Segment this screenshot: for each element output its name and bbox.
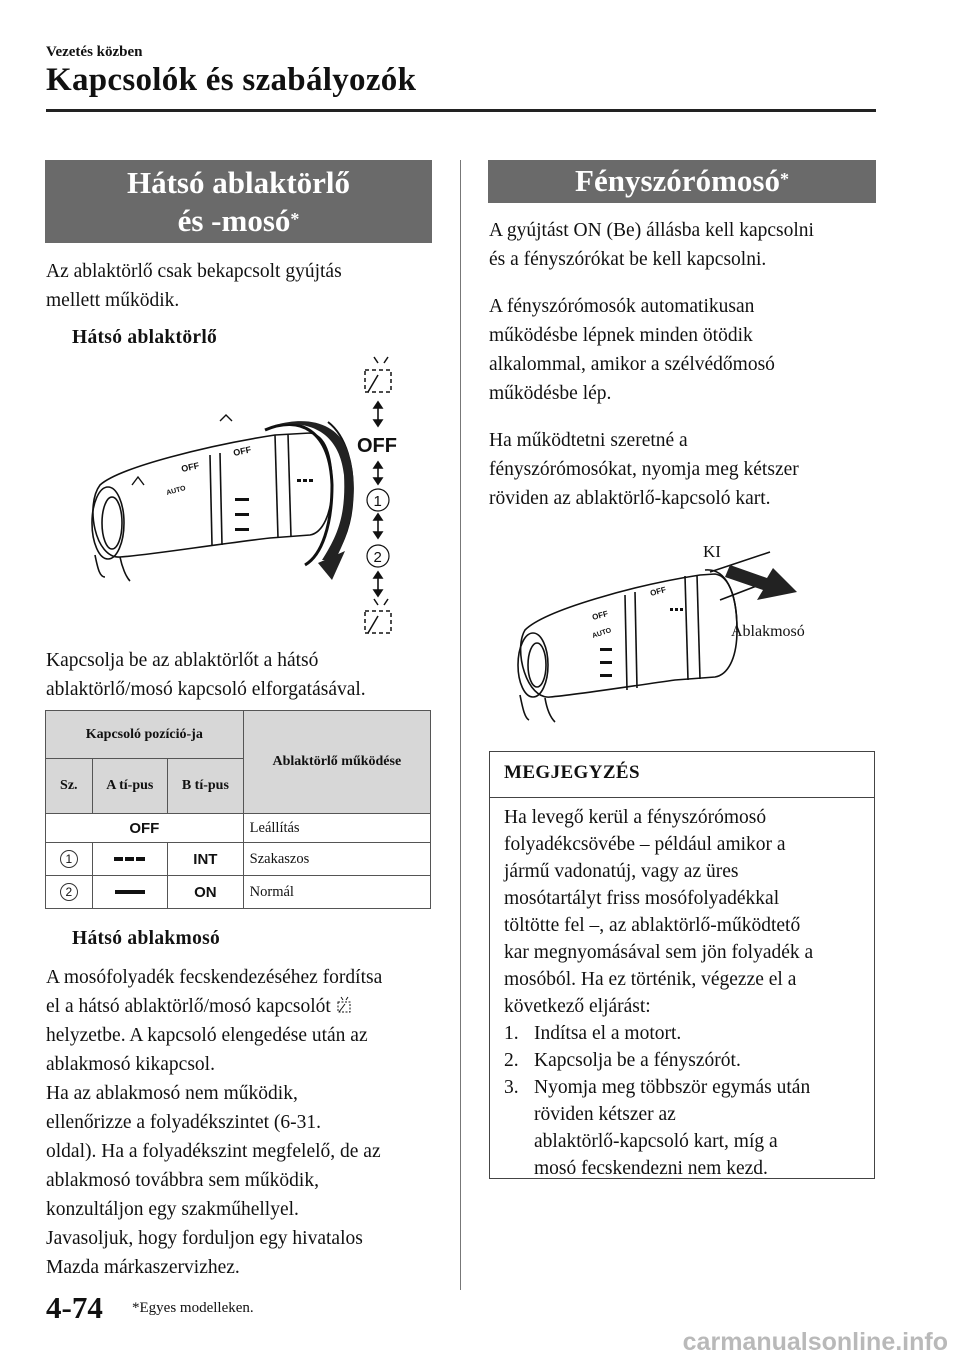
table-header-sz: Sz. <box>46 759 93 814</box>
table-cell-operation: Szakaszos <box>243 843 430 876</box>
left-section-banner <box>45 160 432 243</box>
stalk-off-label-fig2: OFF <box>591 609 609 622</box>
note-body: Ha levegő kerül a fényszórómosó folyadékcsövébe – például amikor a jármű vadonatúj, vagy az üres mosótartályt friss mosófolyadékkal töltötte fel –, az ablaktörlő-működtető kar megnyomásával sem jön folyadék a mosóból. Ha ez történik, végezze el a következő eljárást: 1. Indítsa el a motort. 2. Kapcsolja be a fényszórót. 3. Nyomja meg többször egymás után röviden kétszer az ablaktörlő-kapcsoló kart, míg a mosó fecskendezni nem kezd. <box>490 798 874 1182</box>
legend-position-2: 2 <box>373 549 382 566</box>
rear-washer-icon <box>365 357 391 392</box>
banner-line-1: Hátsó ablaktörlő <box>126 165 351 200</box>
table-cell-operation: Leállítás <box>243 814 430 843</box>
washer-label: Ablakmosó <box>731 623 805 640</box>
position-legend <box>357 357 397 633</box>
right-paragraph-3: Ha működtetni szeretné a fényszórómosókat, nyomja meg kétszer röviden az ablaktörlő-kapcsoló kart. <box>489 430 799 509</box>
stalk-auto-label-fig2: AUTO <box>591 627 613 640</box>
stalk-off-label-fig2-2: OFF <box>649 585 667 598</box>
right-paragraph-2: A fényszórómosók automatikusan működésbe lépnek minden ötödik alkalommal, amikor a szélvédőmosó működésbe lép. <box>489 296 775 404</box>
section-kicker: Vezetés közben <box>46 44 143 60</box>
subheading-rear-wiper: Hátsó ablaktörlő <box>72 327 218 348</box>
banner-line-2: és -mosó* <box>177 203 300 238</box>
subheading-rear-washer: Hátsó ablakmosó <box>72 928 221 949</box>
table-header-operation: Ablaktörlő működése <box>243 711 430 814</box>
front-wiper-icon <box>132 477 144 485</box>
legend-position-1: 1 <box>373 493 382 510</box>
table-cell-operation: Normál <box>243 876 430 909</box>
stalk-auto-label: AUTO <box>165 485 187 497</box>
left-body: A mosófolyadék fecskendezéséhez fordítsa el a hátsó ablaktörlő/mosó kapcsolót helyzetbe. A kapcsoló elengedése után az ablakmosó kikapcsol. Ha az ablakmosó nem működik, ellenőrizze a folyadékszintet (6-31. oldal). Ha a folyadékszint megfelelő, de az ablakmosó továbbra sem működik, konzultáljon egy szakműhellyel. Javasoljuk, hogy forduljon egy hivatalos Mazda márkaszervizhez. <box>46 967 383 1278</box>
table-row <box>46 814 431 843</box>
intermittent-icon <box>92 843 168 876</box>
table-cell-sz: 1 <box>46 843 93 876</box>
table-cell-b-type: INT <box>168 843 244 876</box>
header-rule <box>46 109 876 112</box>
left-intro: Az ablaktörlő csak bekapcsolt gyújtás mellett működik. <box>46 261 342 311</box>
rear-washer-inline-icon <box>336 996 352 1014</box>
continuous-icon <box>92 876 168 909</box>
rear-washer-icon-bottom <box>365 599 391 633</box>
legend-off-label: OFF <box>357 435 397 457</box>
note-box <box>489 751 875 1179</box>
table-header-a-type: A tí-pus <box>92 759 168 814</box>
table-cell-b-type: ON <box>168 876 244 909</box>
list-item: 1. Indítsa el a motort. <box>504 1023 682 1044</box>
table-cell-off: OFF <box>46 814 244 843</box>
wiper-position-table <box>45 710 431 909</box>
list-item: 3. Nyomja meg többször egymás után röviden kétszer az ablaktörlő-kapcsoló kart, míg a mosó fecskendezni nem kezd. <box>504 1077 811 1179</box>
page-number: 4-74 <box>46 1290 103 1325</box>
rear-wiper-switch-figure <box>60 355 420 645</box>
table-header-position: Kapcsoló pozíció-ja <box>46 711 244 759</box>
list-item: 2. Kapcsolja be a fényszórót. <box>504 1050 741 1071</box>
note-title: MEGJEGYZÉS <box>490 752 874 798</box>
right-paragraph-1: A gyújtást ON (Be) állásba kell kapcsolni és a fényszórókat be kell kapcsolni. <box>489 220 814 270</box>
table-row <box>46 876 431 909</box>
watermark: carmanualsonline.info <box>682 1328 948 1356</box>
page-title: Kapcsolók és szabályozók <box>46 62 417 98</box>
table-header-b-type: B tí-pus <box>168 759 244 814</box>
stalk-off-label: OFF <box>180 460 201 474</box>
right-section-banner: Fényszórómosó* <box>488 160 876 203</box>
ki-label: KI <box>703 542 721 561</box>
table-cell-sz: 2 <box>46 876 93 909</box>
left-instruction: Kapcsolja be az ablaktörlőt a hátsó ablaktörlő/mosó kapcsoló elforgatásával. <box>46 650 366 700</box>
headlight-washer-figure <box>505 530 875 730</box>
column-divider <box>460 160 461 1290</box>
footnote: *Egyes modelleken. <box>132 1300 254 1316</box>
stalk-off-label-2: OFF <box>232 444 253 458</box>
table-row <box>46 843 431 876</box>
